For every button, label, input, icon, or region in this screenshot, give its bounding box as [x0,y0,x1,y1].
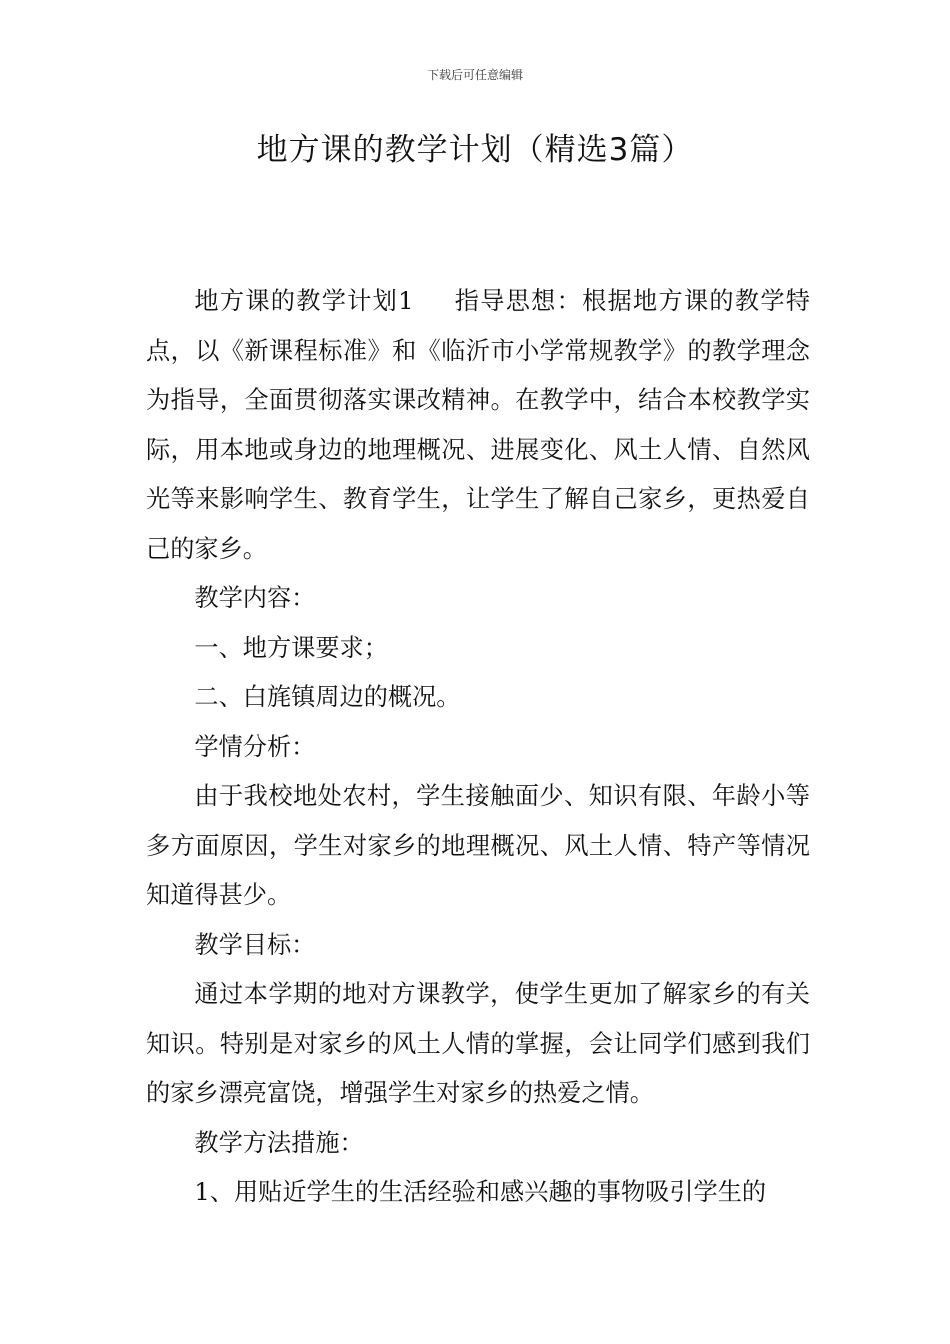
section-heading: 地方课的教学计划1 [194,287,414,315]
paragraph-goals-heading: 教学目标： [194,930,316,959]
paragraph-methods-heading: 教学方法措施： [194,1128,364,1157]
paragraph-method-1: 1、用贴近学生的生活经验和感兴趣的事物吸引学生的 [194,1178,767,1206]
paragraph-analysis-text: 由于我校地处农村，学生接触面少、知识有限、年龄小等多方面原因，学生对家乡的地理概况、风土人情、特产等情况知道得甚少。 [146,782,810,909]
intro-paragraph [146,277,810,574]
paragraph-goals-text: 通过本学期的地对方课教学，使学生更加了解家乡的有关知识。特别是对家乡的风土人情的掌握，会让同学们感到我们的家乡漂亮富饶，增强学生对家乡的热爱之情。 [146,980,810,1107]
document-title: 地方课的教学计划（精选3篇） [256,132,694,168]
paragraph-analysis-heading: 学情分析： [194,732,316,761]
paragraph-item-2: 二、白旄镇周边的概况。 [194,683,461,711]
paragraph-content-heading: 教学内容： [194,584,316,612]
document-body [146,277,810,1218]
header-note: 下载后可任意编辑 [426,68,523,82]
paragraph-item-1: 一、地方课要求； [194,633,388,662]
intro-text: 指导思想：根据地方课的教学特点，以《新课程标准》和《临沂市小学常规教学》的教学理念为指导，全面贯彻落实课改精神。在教学中，结合本校教学实际，用本地或身边的地理概况、进展变化、风土人情、自然风光等来影响学生、教育学生，让学生了解自己家乡，更热爱自己的家乡。 [146,287,810,563]
